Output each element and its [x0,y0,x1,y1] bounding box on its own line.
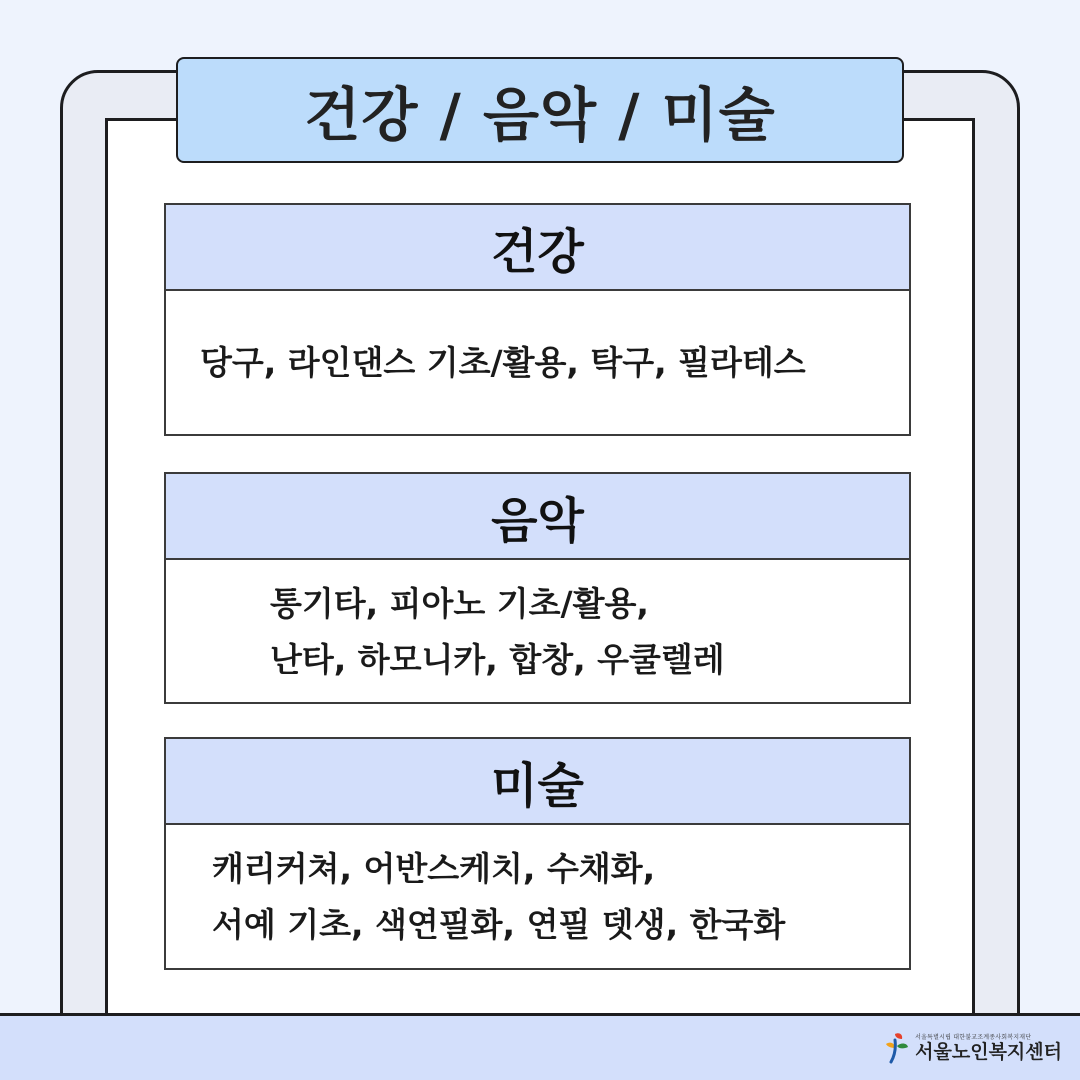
leaf-logo-icon [881,1030,911,1064]
section-header [166,205,909,291]
section-health [164,203,911,436]
section-art [164,737,911,970]
section-heading: 건강 [491,223,584,280]
program-list-line: 캐리커쳐, 어반스케치, 수채화, [212,849,656,888]
program-list-line: 당구, 라인댄스 기초/활용, 탁구, 필라테스 [200,343,806,382]
footer-bar [0,1013,1080,1080]
section-header [166,739,909,825]
title-banner [176,57,904,163]
section-body [166,560,909,704]
program-list-line: 통기타, 피아노 기초/활용, [270,584,649,623]
section-music [164,472,911,704]
section-heading: 음악 [491,492,584,549]
section-body [166,291,909,435]
logo-subtitle: 서울특별시립 대한불교조계종사회복지재단 [915,1033,1032,1041]
section-heading: 미술 [491,757,584,814]
program-list-line: 난타, 하모니카, 합창, 우쿨렐레 [270,640,725,679]
logo-name: 서울노인복지센터 [915,1040,1062,1063]
program-list-line: 서예 기초, 색연필화, 연필 뎃생, 한국화 [212,905,786,944]
page-title: 건강 / 음악 / 미술 [304,81,776,149]
organization-logo [881,1030,1062,1064]
section-header [166,474,909,560]
section-body [166,825,909,969]
